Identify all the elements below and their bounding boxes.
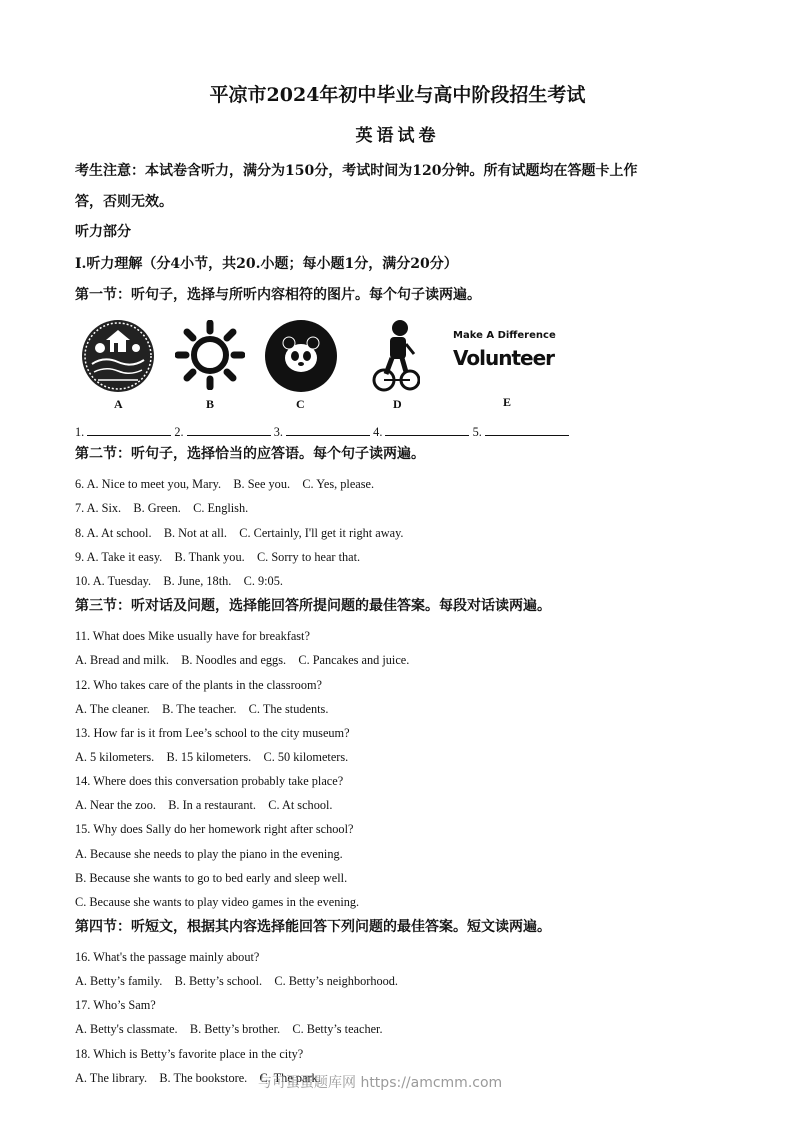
- sub3-line: C. Because she wants to play video games in the evening.: [75, 895, 360, 909]
- picture-d: [372, 318, 420, 399]
- sub4-line: 17. Who’s Sam?: [75, 998, 156, 1012]
- sub3-line: A. Because she needs to play the piano in the evening.: [75, 847, 343, 861]
- blank-2[interactable]: [187, 423, 271, 436]
- listening-part-title: 听力部分: [75, 224, 131, 240]
- picture-c: [263, 318, 339, 399]
- question-6: 6. A. Nice to meet you, Mary. B. See you. C. Yes, please.: [75, 477, 375, 491]
- blank-label-5: 5.: [472, 425, 482, 439]
- blank-5[interactable]: [485, 423, 569, 436]
- picture-label-b: B: [206, 397, 215, 411]
- sub3-title: 第三节：听对话及问题，选择能回答所提问题的最佳答案。每段对话读两遍。: [75, 598, 551, 614]
- question-9: 9. A. Take it easy. B. Thank you. C. Sorry to hear that.: [75, 550, 361, 564]
- answer-blanks: [75, 423, 569, 440]
- sub3-line: A. 5 kilometers. B. 15 kilometers. C. 50 kilometers.: [75, 750, 349, 764]
- sub3-line: B. Because she wants to go to bed early and sleep well.: [75, 871, 348, 885]
- picture-e: [453, 330, 563, 370]
- sub3-line: 14. Where does this conversation probably take place?: [75, 774, 344, 788]
- sub3-line: A. Near the zoo. B. In a restaurant. C. At school.: [75, 798, 333, 812]
- blank-1[interactable]: [87, 423, 171, 436]
- section1-title: Ⅰ.听力理解（分4小节，共20.小题；每小题1分，满分20分）: [75, 256, 458, 272]
- sub3-line: 11. What does Mike usually have for breakfast?: [75, 629, 310, 643]
- picture-label-c: C: [296, 397, 305, 411]
- watermark: 与可蛋蛋题库网 https://amcmm.com: [258, 1075, 503, 1091]
- exam-title: 平凉市2024年初中毕业与高中阶段招生考试: [209, 84, 586, 106]
- blank-label-4: 4.: [373, 425, 383, 439]
- picture-label-a: A: [114, 397, 123, 411]
- blank-label-3: 3.: [273, 425, 284, 439]
- exam-subtitle: 英语试卷: [355, 126, 440, 146]
- picture-label-d: D: [393, 397, 402, 411]
- blank-4[interactable]: [385, 423, 469, 436]
- panda-icon: [263, 318, 339, 394]
- sub4-line: 18. Which is Betty’s favorite place in the city?: [75, 1047, 304, 1061]
- picture-label-e: E: [503, 395, 512, 409]
- sub3-line: A. Bread and milk. B. Noodles and eggs. C. Pancakes and juice.: [75, 653, 410, 667]
- sub4-title: 第四节：听短文，根据其内容选择能回答下列问题的最佳答案。短文读两遍。: [75, 919, 551, 935]
- volunteer-logo-icon: [453, 330, 563, 370]
- logo-tagline: Make A Difference: [453, 330, 556, 341]
- blank-label-2: 2.: [174, 425, 184, 439]
- sub4-line: A. Betty’s family. B. Betty’s school. C. Betty’s neighborhood.: [75, 974, 399, 988]
- blank-3[interactable]: [286, 423, 370, 436]
- sub2-title: 第二节：听句子，选择恰当的应答语。每个句子读两遍。: [75, 446, 425, 462]
- sub3-line: 15. Why does Sally do her homework right after school?: [75, 822, 354, 836]
- sun-icon: [175, 320, 245, 390]
- blank-label-1: 1.: [75, 425, 85, 439]
- picture-a: [80, 318, 156, 399]
- notice-line-2: 答，否则无效。: [75, 194, 173, 210]
- sub1-title: 第一节：听句子，选择与所听内容相符的图片。每个句子读两遍。: [75, 287, 481, 303]
- question-10: 10. A. Tuesday. B. June, 18th. C. 9:05.: [75, 574, 283, 588]
- cyclist-icon: [372, 318, 420, 394]
- city-stamp-icon: [80, 318, 156, 394]
- sub3-line: 13. How far is it from Lee’s school to the city museum?: [75, 726, 350, 740]
- sub4-line: A. The library. B. The bookstore. C. The park.: [75, 1071, 321, 1085]
- sub3-line: A. The cleaner. B. The teacher. C. The students.: [75, 702, 329, 716]
- sub4-line: A. Betty's classmate. B. Betty’s brother. C. Betty’s teacher.: [75, 1022, 383, 1036]
- sub4-line: 16. What's the passage mainly about?: [75, 950, 260, 964]
- question-7: 7. A. Six. B. Green. C. English.: [75, 501, 249, 515]
- picture-b: [175, 320, 245, 395]
- notice-line-1: 考生注意：本试卷含听力，满分为150分，考试时间为120分钟。所有试题均在答题卡上作: [75, 163, 638, 179]
- question-8: 8. A. At school. B. Not at all. C. Certainly, I'll get it right away.: [75, 526, 404, 540]
- sub3-line: 12. Who takes care of the plants in the classroom?: [75, 678, 323, 692]
- logo-word: Volunteer: [453, 346, 555, 370]
